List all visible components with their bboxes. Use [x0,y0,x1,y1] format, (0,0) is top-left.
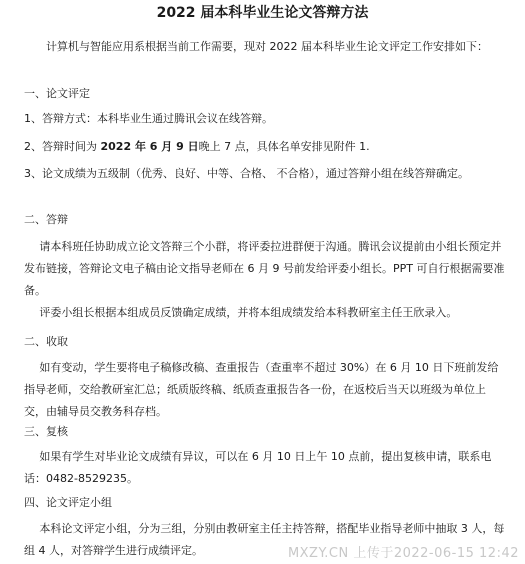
review-paragraph: 如果有学生对毕业论文成绩有异议，可以在 6 月 10 日上午 10 点前，提出复核申请，联系电话：0482-8529235。 [24,450,492,485]
evaluation-item-3: 3、论文成绩为五级制（优秀、良好、中等、合格、 不合格），通过答辩小组在线答辩确定。 [24,167,469,180]
section-heading-defense: 二、答辩 [24,213,68,226]
section-heading-evaluation: 一、论文评定 [24,87,90,100]
section-heading-committee: 四、论文评定小组 [24,496,112,509]
collection-paragraph: 如有变动，学生要将电子稿修改稿、查重报告（查重率不超过 30%）在 6 月 10 日下班前发给指导老师，交给教研室汇总；纸质版终稿、纸质查重报告各一份，在返校后当天以班级为单位上交，由辅导员交教务科存档。 [24,361,499,418]
defense-date: 2022 年 6 月 9 日 [100,140,199,153]
section-heading-review: 三、复核 [24,425,68,438]
evaluation-item-2-post: 晚上 7 点，具体名单安排见附件 1. [198,140,370,153]
intro-paragraph: 计算机与智能应用系根据当前工作需要，现对 2022 届本科毕业生论文评定工作安排如下： [46,40,488,53]
defense-paragraph-1: 请本科班任协助成立论文答辩三个小群，将评委拉进群便于沟通。腾讯会议提前由小组长预定并发布链接，答辩论文电子稿由论文指导老师在 6 月 9 号前发给评委小组长。PPT 可自行根据需要准备。 [24,240,505,297]
evaluation-item-2 [24,136,506,158]
defense-paragraph-2: 评委小组长根据本组成员反馈确定成绩，并将本组成绩发给本科教研室主任王欣录入。 [39,306,458,319]
document-title: 2022 届本科毕业生论文答辩方法 [156,5,369,21]
section-heading-collection: 二、收取 [24,335,68,348]
evaluation-item-1: 1、答辩方式：本科毕业生通过腾讯会议在线答辩。 [24,112,273,125]
upload-watermark: MXZY.CN 上传于2022-06-15 12:42 [287,546,519,561]
committee-paragraph: 本科论文评定小组，分为三组，分别由教研室主任主持答辩，搭配毕业指导老师中抽取 3 人，每组 4 人，对答辩学生进行成绩评定。 [24,522,505,557]
evaluation-item-2-pre: 2、答辩时间为 [24,140,101,153]
